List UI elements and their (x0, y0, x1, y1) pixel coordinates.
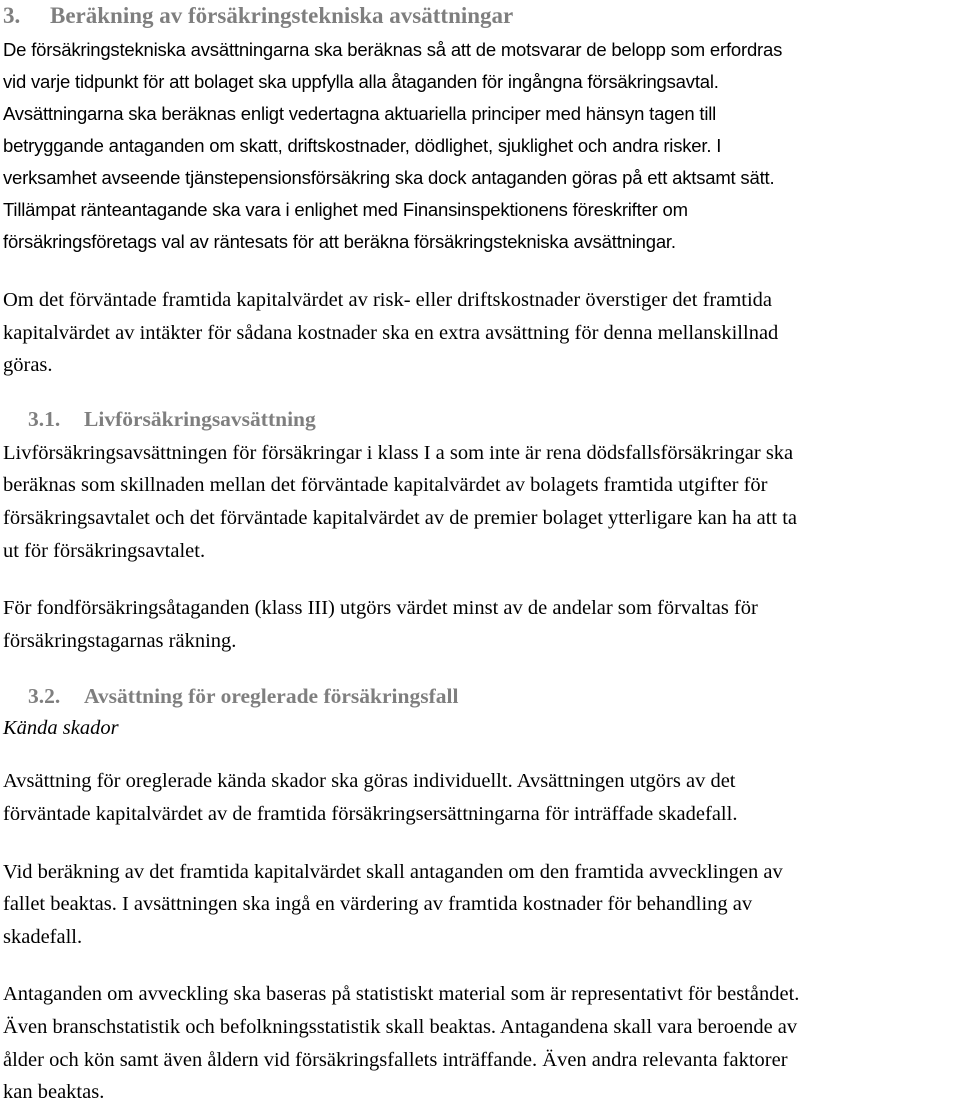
document-page (3, 0, 958, 1109)
text-line: försäkringsavtalet och det förväntade kapitalvärdet av de premier bolaget ytterligare kan ha att ta (3, 506, 798, 529)
section-3-1-heading (3, 403, 958, 435)
text-line: försäkringsföretags val av räntesats för att beräkna försäkringstekniska avsättningar. (3, 231, 676, 252)
text-line: Tillämpat ränteantagande ska vara i enlighet med Finansinspektionens föreskrifter om (3, 199, 688, 220)
text-line: vid varje tidpunkt för att bolaget ska uppfylla alla åtaganden för ingångna försäkringsavtal. (3, 71, 719, 92)
text-line: skadefall. (3, 925, 83, 948)
section-3-paragraph-2 (3, 284, 958, 382)
text-line: Avsättningarna ska beräknas enligt vedertagna aktuariella principer med hänsyn tagen till (3, 103, 717, 124)
section-3-2-paragraph-2 (3, 856, 958, 954)
text-line: kan beaktas. (3, 1081, 105, 1104)
text-line: För fondförsäkringsåtaganden (klass III) utgörs värdet minst av de andelar som förvaltas för (3, 597, 758, 620)
text-line: göras. (3, 354, 53, 377)
section-3-number: 3. (3, 3, 21, 28)
text-line: kapitalvärdet av intäkter för sådana kostnader ska en extra avsättning för denna mellanskillnad (3, 321, 779, 344)
text-line: förväntade kapitalvärdet av de framtida försäkringsersättningarna för inträffade skadefall. (3, 802, 738, 825)
text-line: De försäkringstekniska avsättningarna ska beräknas så att de motsvarar de belopp som erfordras (3, 39, 783, 60)
section-3-2-subtitle: Kända skador (3, 717, 119, 740)
text-line: Vid beräkning av det framtida kapitalvärdet skall antaganden om den framtida avvecklingen av (3, 860, 783, 883)
section-3-1-paragraph-1 (3, 437, 958, 567)
text-line: verksamhet avseende tjänstepensionsförsäkring ska dock antaganden göras på ett aktsamt sätt. (3, 167, 775, 188)
section-3-2-heading (3, 680, 958, 712)
section-3-paragraph-1 (3, 34, 958, 258)
text-line: Om det förväntade framtida kapitalvärdet av risk- eller driftskostnader överstiger det framtida (3, 289, 773, 311)
text-line: fallet beaktas. I avsättningen ska ingå en värdering av framtida kostnader för behandling av (3, 893, 753, 916)
section-3-1-title: Livförsäkringsavsättning (84, 406, 316, 431)
section-3-2-title: Avsättning för oreglerade försäkringsfall (84, 684, 459, 709)
section-3-title: Beräkning av försäkringstekniska avsättningar (50, 3, 514, 28)
text-line: betryggande antaganden om skatt, driftskostnader, dödlighet, sjuklighet och andra risker. I (3, 135, 722, 156)
text-line: Även branschstatistik och befolkningsstatistik skall beaktas. Antagandena skall vara beroende av (3, 1015, 798, 1038)
text-line: Avsättning för oreglerade kända skador ska göras individuellt. Avsättningen utgörs av det (3, 770, 736, 793)
section-3-2-number: 3.2. (28, 684, 61, 709)
section-3-heading (3, 0, 958, 34)
text-line: Livförsäkringsavsättningen för försäkringar i klass I a som inte är rena dödsfallsförsäkringar ska (3, 441, 794, 464)
text-line: Antaganden om avveckling ska baseras på statistiskt material som är representativt för beståndet. (3, 983, 800, 1006)
section-3-2-paragraph-1 (3, 765, 958, 830)
section-3-1-number: 3.1. (28, 406, 61, 431)
text-line: ut för försäkringsavtalet. (3, 539, 206, 562)
section-3-1-paragraph-2 (3, 592, 958, 657)
section-3-2-paragraph-3 (3, 978, 958, 1108)
text-line: beräknas som skillnaden mellan det förväntade kapitalvärdet av bolagets framtida utgifter för (3, 474, 768, 497)
text-line: ålder och kön samt även åldern vid försäkringsfallets inträffande. Även andra relevanta faktorer (3, 1048, 788, 1071)
text-line: försäkringstagarnas räkning. (3, 629, 237, 652)
